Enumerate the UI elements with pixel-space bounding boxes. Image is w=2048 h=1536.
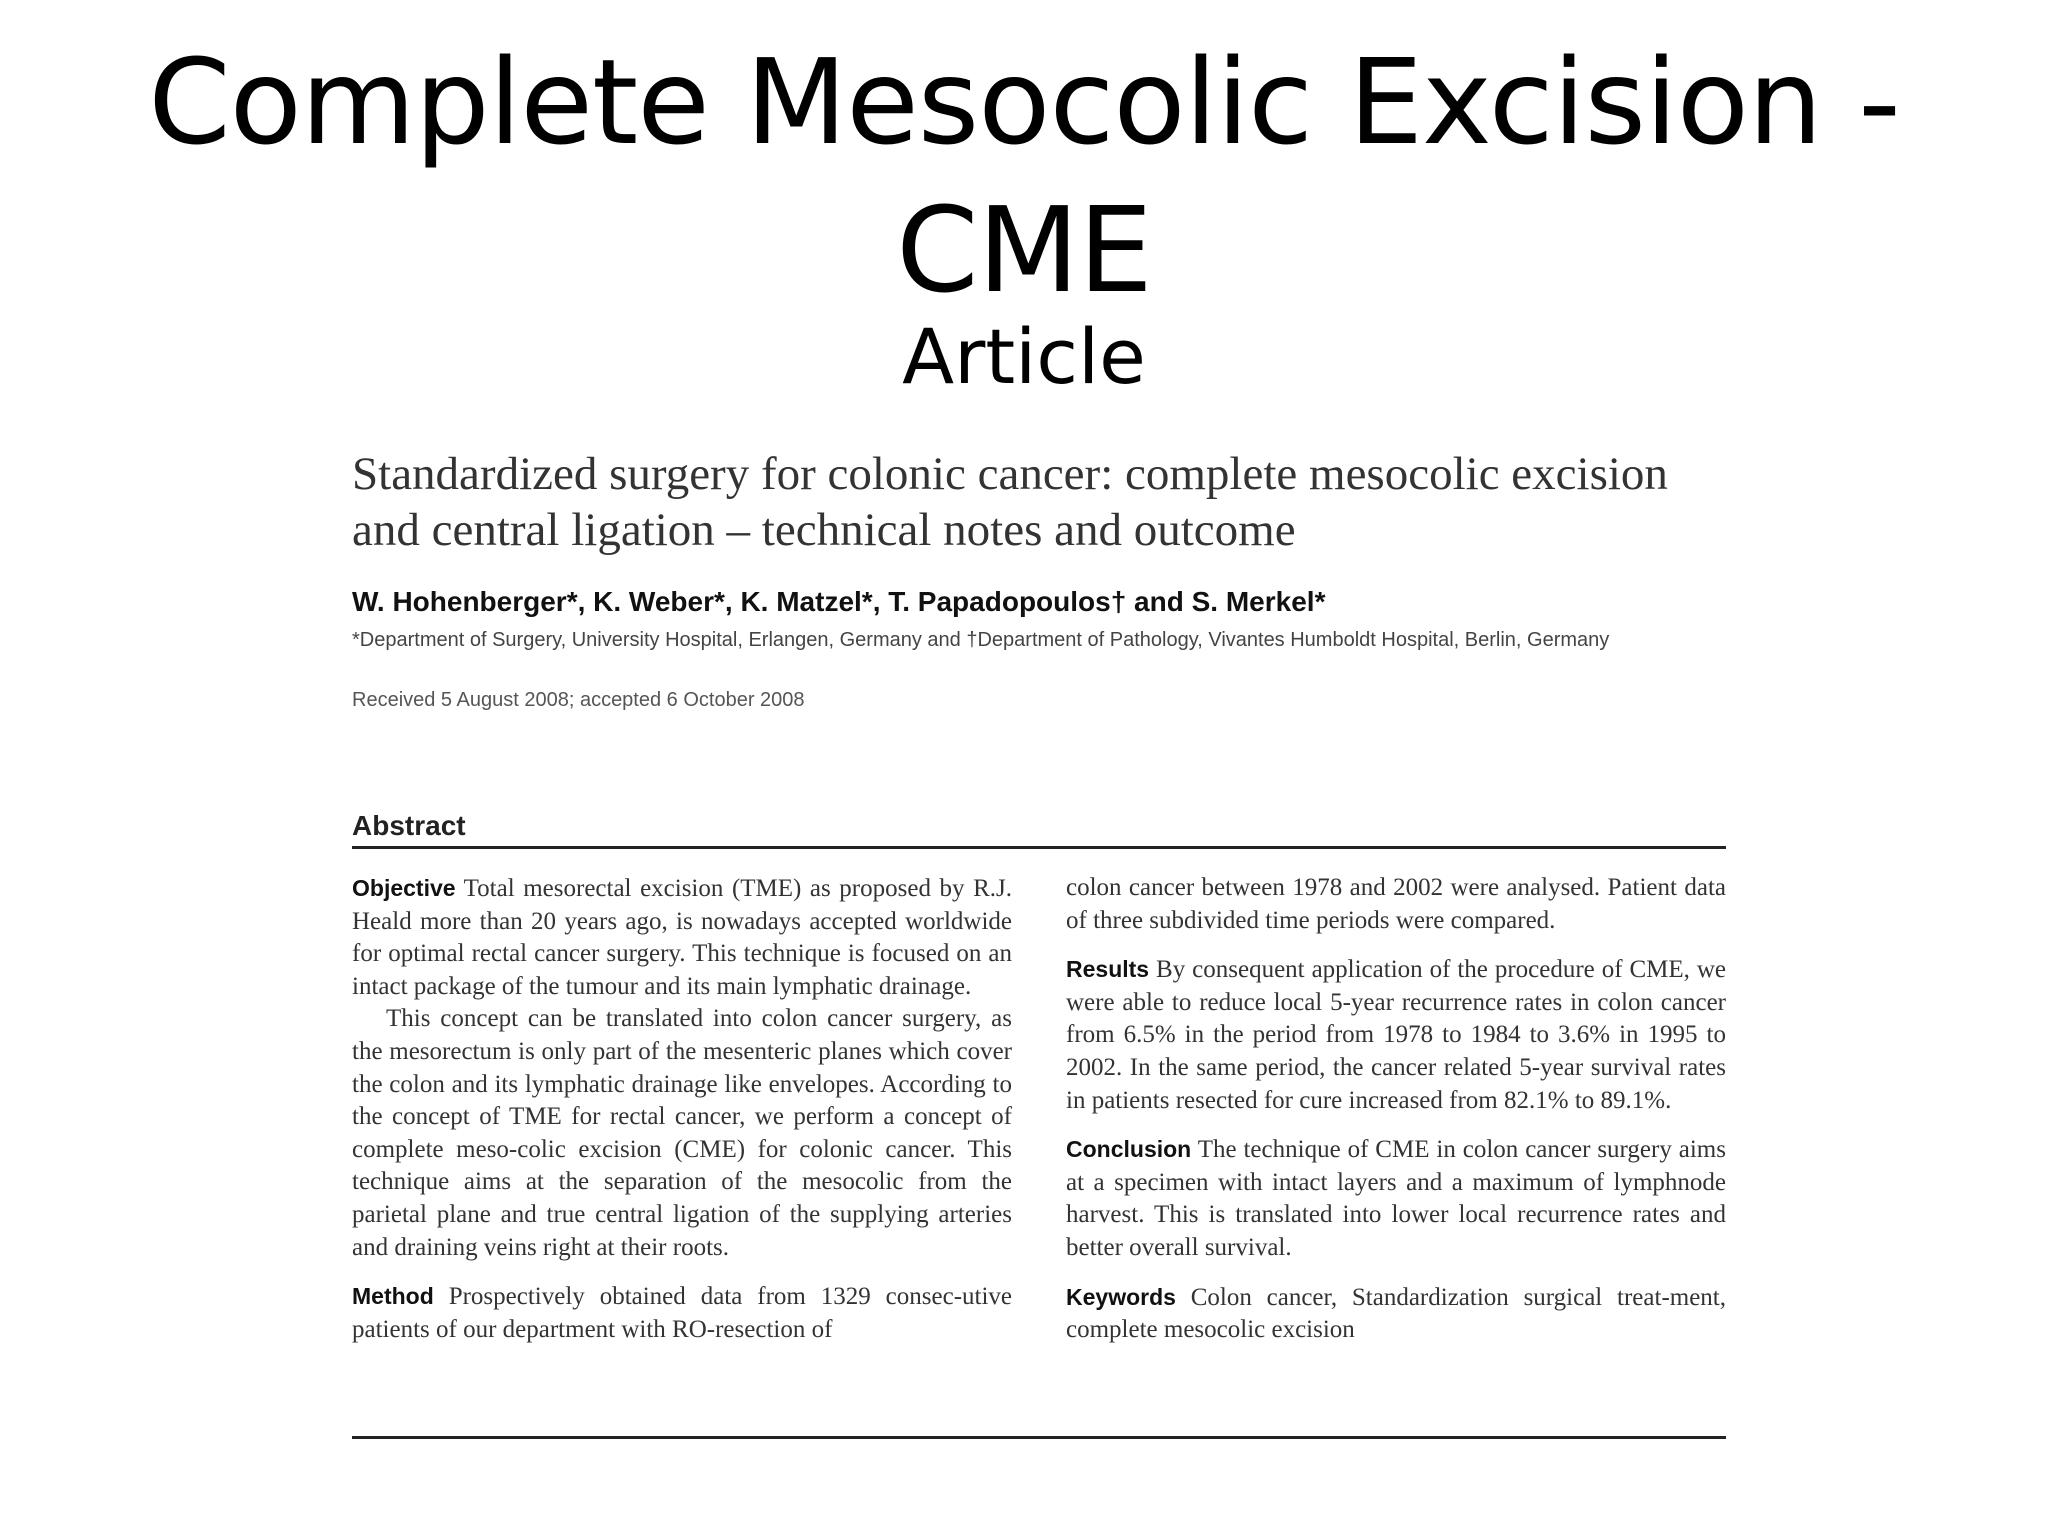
abstract-right-column [1066, 872, 1726, 1347]
abstract-heading: Abstract [352, 810, 466, 841]
conclusion-label: Conclusion [1066, 1136, 1192, 1163]
objective-text: Total mesorectal excision (TME) as proposed by R.J. Heald more than 20 years ago, is nowadays accepted worldwide for optimal rectal cancer surgery. This technique is focused on an intact package of the tumour and its main lymphatic drainage. [352, 875, 1012, 1000]
results-label: Results [1066, 956, 1150, 983]
objective-label: Objective [352, 875, 456, 901]
abstract-top-divider [352, 846, 1726, 849]
keywords-text: Colon cancer, Standardization surgical treat-ment, complete mesocolic excision [1066, 1283, 1727, 1344]
keywords-paragraph [1066, 1281, 1726, 1347]
slide-subtitle: Article [902, 312, 1146, 401]
article-affiliation: *Department of Surgery, University Hospital, Erlangen, Germany and †Department of Pathology, Vivantes Humboldt Hospital, Berlin, Germany [352, 629, 1610, 651]
conclusion-paragraph [1066, 1133, 1726, 1264]
objective-paragraph-2: This concept can be translated into colon cancer surgery, as the mesorectum is only part of the mesenteric planes which cover the colon and its lymphatic drainage like envelopes. According to the concept of TME for rectal cancer, we perform a concept of complete meso-colic excision (CME) for colonic cancer. This technique aims at the separation of the mesocolic from the parietal plane and true central ligation of the supplying arteries and draining veins right at their roots. [352, 1005, 1012, 1261]
conclusion-text: The technique of CME in colon cancer surgery aims at a specimen with intact layers and a maximum of lymphnode harvest. This is translated into lower local recurrence rates and better overall survival. [1066, 1136, 1726, 1261]
slide-title [0, 28, 2048, 324]
method-text: Prospectively obtained data from 1329 consec-utive patients of our department with RO-resection of [352, 1283, 1013, 1343]
method-label: Method [352, 1283, 434, 1310]
method-paragraph [352, 1280, 1012, 1346]
abstract-left-column [352, 872, 1012, 1346]
results-text: By consequent application of the procedure of CME, we were able to reduce local 5-year recurrence rates in colon cancer from 6.5% in the period from 1978 to 1984 to 3.6% in 1995 to 2002. In the same period, the cancer related 5-year survival rates in patients resected for cure increased from 82.1% to 89.1%. [1066, 956, 1727, 1114]
slide-title-line-1: Complete Mesocolic Excision - [148, 33, 1900, 171]
article-authors: W. Hohenberger*, K. Weber*, K. Matzel*, T. Papadopoulos† and S. Merkel* [352, 586, 1326, 617]
article-received-date: Received 5 August 2008; accepted 6 October 2008 [352, 689, 805, 711]
keywords-label: Keywords [1066, 1283, 1176, 1310]
method-continuation: colon cancer between 1978 and 2002 were analysed. Patient data of three subdivided time periods were compared. [1066, 874, 1726, 934]
results-paragraph [1066, 953, 1726, 1117]
article-excerpt [352, 446, 1726, 1446]
abstract-bottom-divider [352, 1436, 1726, 1439]
objective-paragraph [352, 872, 1012, 1003]
article-title: Standardized surgery for colonic cancer: complete mesocolic excision and central ligation – technical notes and outcome [352, 448, 1668, 556]
slide-title-line-2: CME [896, 181, 1152, 319]
